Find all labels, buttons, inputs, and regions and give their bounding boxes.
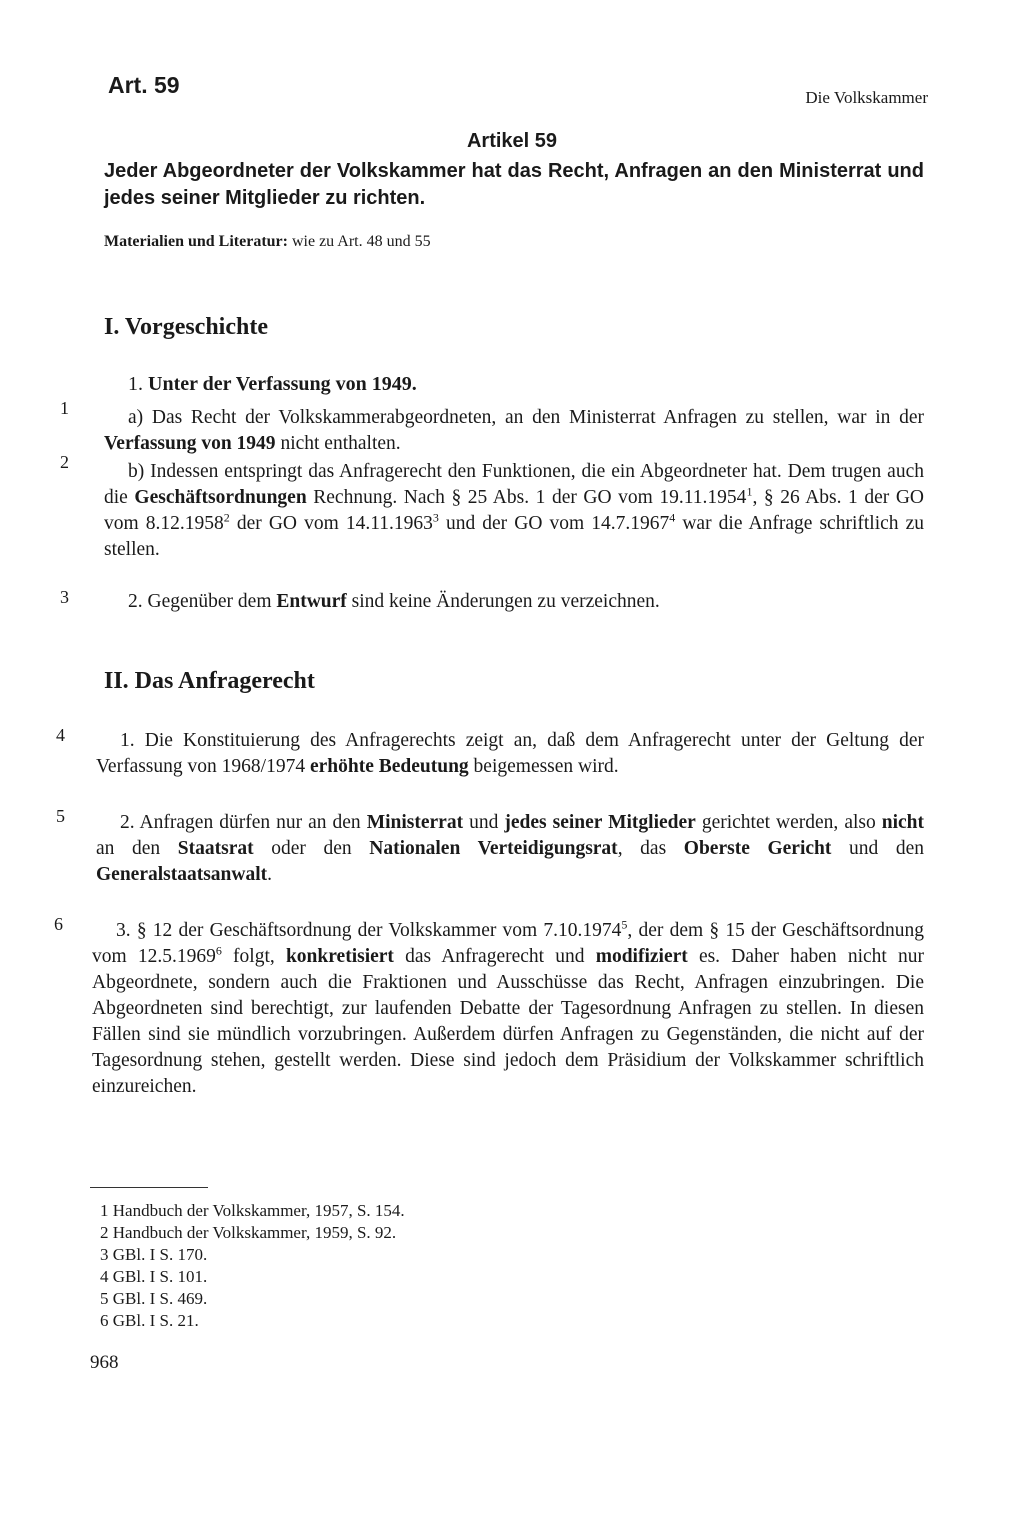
footnote-2: 2 Handbuch der Volkskammer, 1959, S. 92. bbox=[100, 1223, 397, 1242]
margin-number-2: 2 bbox=[60, 452, 69, 472]
footnote-ref-5: 5 bbox=[621, 917, 628, 932]
materials-line bbox=[104, 233, 431, 251]
footnote-3: 3 GBl. I S. 170. bbox=[100, 1245, 208, 1264]
materials-label: Materialien und Literatur: bbox=[104, 233, 288, 250]
subsection-number: 1. bbox=[128, 373, 143, 395]
running-head: Die Volkskammer bbox=[805, 88, 928, 107]
paragraph-3: 2. Gegenüber dem Entwurf sind keine Änderungen zu verzeichnen. bbox=[128, 591, 660, 612]
paragraph-1: a) Das Recht der Volkskammerabgeordneten, an den Ministerrat Anfragen zu stellen, war in der Verfassung von 1949 nicht enthalten. bbox=[104, 407, 924, 454]
subsection-title-1 bbox=[128, 373, 417, 396]
section-heading-2: II. Das Anfragerecht bbox=[104, 668, 315, 694]
footnote-ref-4: 4 bbox=[669, 510, 676, 525]
page-number: 968 bbox=[90, 1352, 119, 1373]
footnote-5: 5 GBl. I S. 469. bbox=[100, 1289, 208, 1308]
footnote-ref-1: 1 bbox=[746, 484, 753, 499]
subsection-title-text: Unter der Verfassung von 1949. bbox=[148, 373, 417, 395]
materials-text: wie zu Art. 48 und 55 bbox=[291, 233, 431, 250]
paragraph-5: 2. Anfragen dürfen nur an den Ministerrat und jedes seiner Mitglieder gerichtet werden, also nicht an den Staatsrat oder den Nationalen Verteidigungsrat, das Oberste Gericht und den Generalstaatsanwalt. bbox=[96, 812, 925, 885]
article-text: Jeder Abgeordneter der Volkskammer hat das Recht, Anfragen an den Ministerrat und jedes seiner Mitglieder zu richten. bbox=[104, 160, 924, 209]
paragraph-2: b) Indessen entspringt das Anfragerecht den Funktionen, die ein Abgeordneter hat. Dem trugen auch die Geschäftsordnungen Rechnung. Nach § 25 Abs. 1 der GO vom 19.11.1954$^1$, § 26 Abs. 1 der GO vom 8.12.1958$^2$ der GO vom 14.11.1963$^3$ und der GO vom 14.7.1967$^4$ war die Anfrage schriftlich zu stellen. bbox=[104, 461, 925, 560]
paragraph-4: 1. Die Konstituierung des Anfragerechts zeigt an, daß dem Anfragerecht unter der Geltung der Verfassung von 1968/1974 erhöhte Bedeutung beigemessen wird. bbox=[96, 730, 924, 777]
margin-number-4: 4 bbox=[56, 725, 65, 745]
article-label: Art. 59 bbox=[108, 72, 180, 98]
footnote-ref-6: 6 bbox=[215, 943, 222, 958]
footnote-1: 1 Handbuch der Volkskammer, 1957, S. 154. bbox=[100, 1201, 405, 1220]
margin-number-5: 5 bbox=[56, 806, 65, 826]
paragraph-6: 3. § 12 der Geschäftsordnung der Volkskammer vom 7.10.1974$^5$, der dem § 15 der Geschäftsordnung vom 12.5.1969$^6$ folgt, konkretisiert das Anfragerecht und modifiziert es. Daher haben nicht nur Abgeordnete, sondern auch die Fraktionen und Ausschüsse das Recht, Anfragen einzubringen. Die Abgeordneten sind berechtigt, zur laufenden Debatte der Tagesordnung Anfragen zu stellen. In diesen Fällen sind sie mündlich vorzubringen. Außerdem dürfen Anfragen zu Gegenständen, die nicht auf der Tagesordnung stehen, gestellt werden. Diese sind jedoch dem Präsidium der Volkskammer schriftlich einzureichen. bbox=[92, 917, 924, 1097]
margin-number-3: 3 bbox=[60, 587, 69, 607]
section-heading-1: I. Vorgeschichte bbox=[104, 314, 268, 340]
margin-number-6: 6 bbox=[54, 914, 63, 934]
footnote-4: 4 GBl. I S. 101. bbox=[100, 1267, 208, 1286]
margin-number-1: 1 bbox=[60, 398, 69, 418]
footnote-6: 6 GBl. I S. 21. bbox=[100, 1311, 199, 1330]
footnote-ref-2: 2 bbox=[223, 510, 230, 525]
footnote-ref-3: 3 bbox=[432, 510, 439, 525]
article-title: Artikel 59 bbox=[466, 130, 558, 152]
footnote-divider bbox=[90, 1187, 208, 1188]
